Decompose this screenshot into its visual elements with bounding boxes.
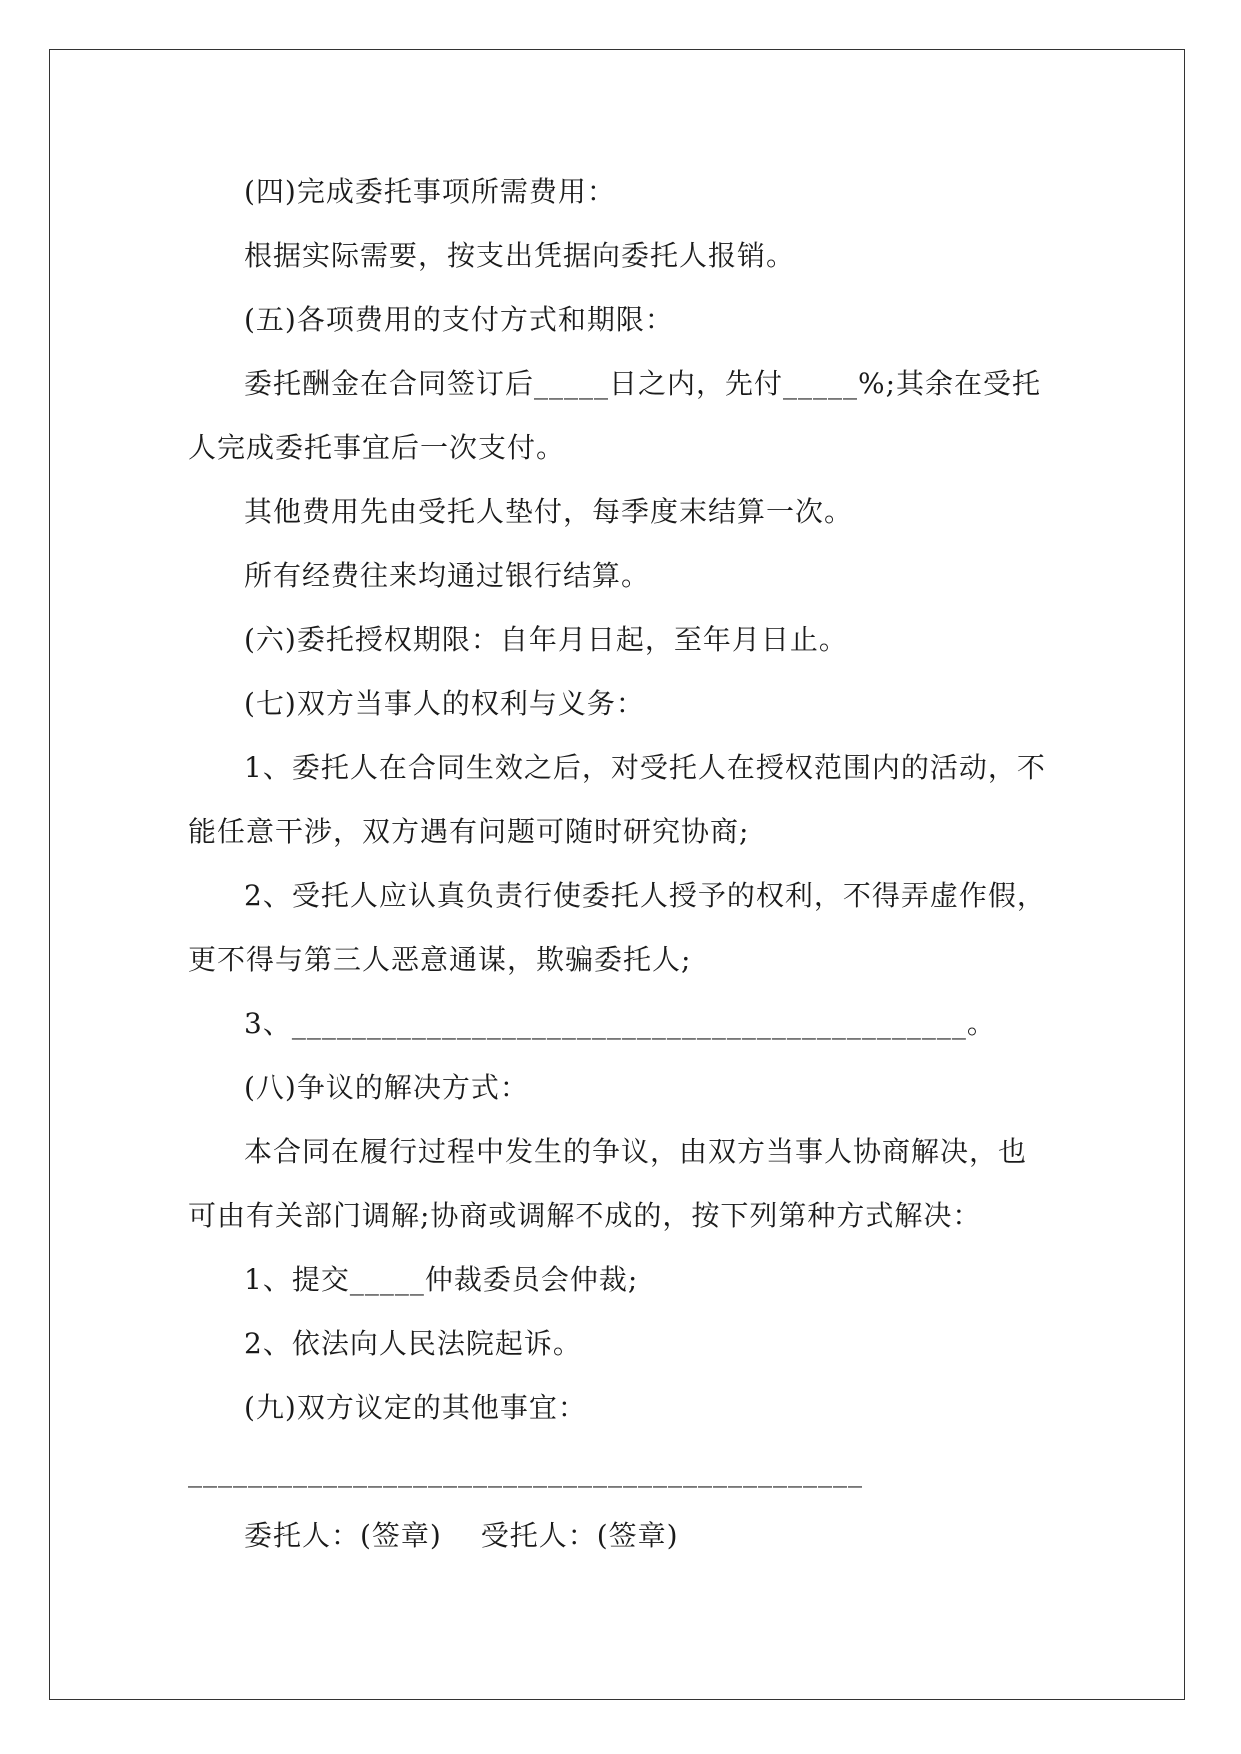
section-9-heading: (九)双方议定的其他事宜： (244, 1391, 587, 1424)
section-7-item-1: 1、委托人在合同生效之后，对受托人在授权范围内的活动，不能任意干涉，双方遇有问题可随时研究协商; (188, 751, 1046, 848)
section-5-text-2: 其他费用先由受托人垫付，每季度末结算一次。 (244, 495, 854, 528)
section-7-heading: (七)双方当事人的权利与义务： (244, 687, 645, 720)
document-body (188, 160, 1048, 1568)
section-7-item-2: 2、受托人应认真负责行使委托人授予的权利，不得弄虚作假，更不得与第三人恶意通谋，欺骗委托人; (188, 879, 1046, 976)
section-5-text-3: 所有经费往来均通过银行结算。 (244, 559, 651, 592)
section-5-text-1: 委托酬金在合同签订后_____日之内，先付_____%;其余在受托人完成委托事宜后一次支付。 (188, 367, 1042, 464)
section-5-heading: (五)各项费用的支付方式和期限： (244, 303, 674, 336)
section-9-blank-line: _____________________________________________ (188, 1455, 863, 1488)
section-4-heading: (四)完成委托事项所需费用： (244, 175, 616, 208)
section-4-text: 根据实际需要，按支出凭据向委托人报销。 (244, 239, 796, 272)
section-7-item-3: 3、_____________________________________________。 (244, 1007, 996, 1040)
section-8-text: 本合同在履行过程中发生的争议，由双方当事人协商解决，也可由有关部门调解;协商或调解不成的，按下列第种方式解决： (188, 1135, 1028, 1232)
section-8-item-1: 1、提交_____仲裁委员会仲裁; (244, 1263, 639, 1296)
signature-line: 委托人：(签章) 受托人：(签章) (244, 1519, 679, 1552)
section-6-heading: (六)委托授权期限：自年月日起，至年月日止。 (244, 623, 848, 656)
section-8-item-2: 2、依法向人民法院起诉。 (244, 1327, 582, 1360)
section-8-heading: (八)争议的解决方式： (244, 1071, 529, 1104)
